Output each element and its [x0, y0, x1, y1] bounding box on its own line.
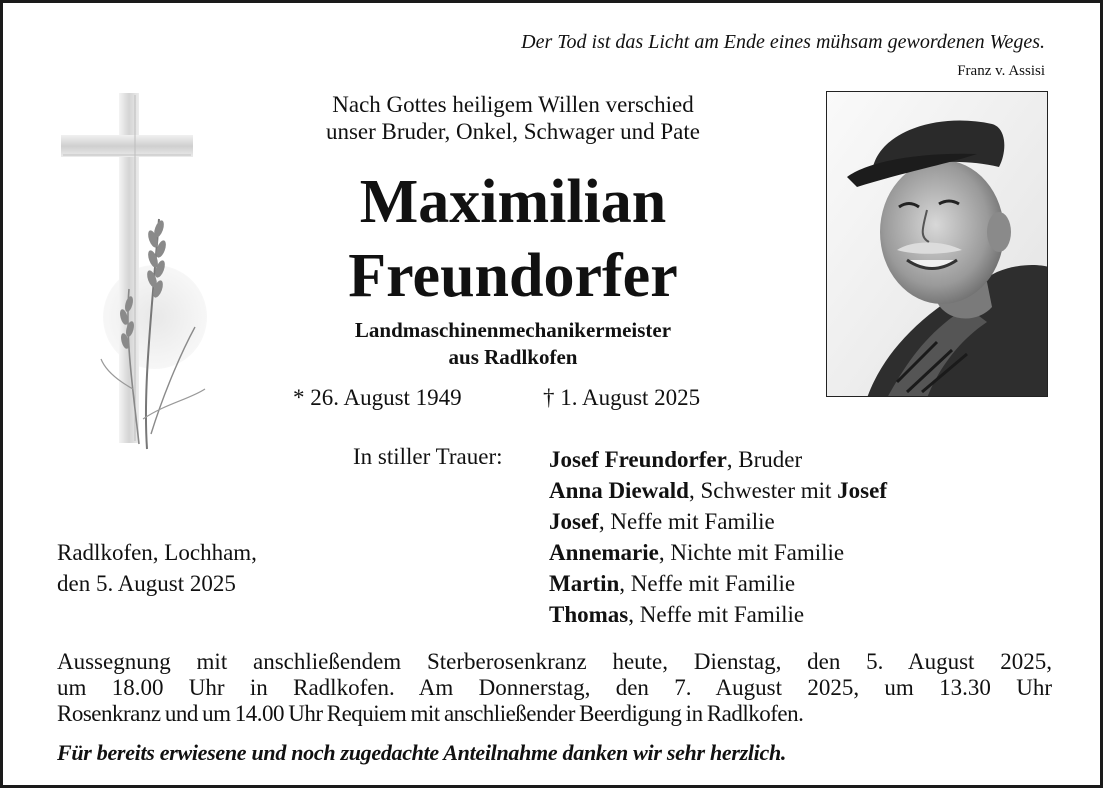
birth-date: * 26. August 1949 — [293, 385, 462, 410]
mourner-entry — [549, 568, 887, 599]
mourner-entry — [549, 475, 887, 506]
intro-text — [253, 91, 773, 145]
portrait-photo — [826, 91, 1048, 397]
mourning-label: In stiller Trauer: — [353, 444, 503, 469]
service-line-3: Rosenkranz und um 14.00 Uhr Requiem mit anschließender Beerdigung in Radlkofen. — [57, 701, 804, 726]
mourner-relation: , Neffe mit Familie — [619, 571, 796, 596]
last-name: Freundorfer — [348, 242, 678, 310]
profession: Landmaschinenmechanikermeister — [354, 318, 672, 342]
mourner-entry — [549, 444, 887, 475]
place-date — [57, 537, 257, 599]
first-name: Maximilian — [359, 168, 667, 236]
deceased-name — [253, 165, 773, 313]
mourner-extra-name: Josef — [837, 478, 887, 503]
profession-block — [253, 317, 773, 371]
service-info — [57, 649, 1052, 727]
place-line-2: den 5. August 2025 — [57, 571, 236, 596]
motto-author: Franz v. Assisi — [957, 63, 1045, 79]
thanks-text: Für bereits erwiesene und noch zugedachte Anteilnahme danken wir sehr herzlich. — [57, 740, 787, 765]
cross-with-wheat-icon — [55, 89, 215, 454]
mourner-entry — [549, 599, 887, 630]
mourners-list — [549, 444, 887, 630]
mourner-name: Annemarie — [549, 540, 659, 565]
mourner-entry — [549, 537, 887, 568]
mourner-relation: , Neffe mit Familie — [628, 602, 805, 627]
service-line-2: um 18.00 Uhr in Radlkofen. Am Donnerstag, den 7. August 2025, um 13.30 Uhr — [57, 675, 1052, 700]
origin: aus Radlkofen — [448, 345, 578, 369]
intro-line-2: unser Bruder, Onkel, Schwager und Pate — [325, 119, 700, 144]
mourner-relation: , Bruder — [726, 447, 803, 472]
motto-quote: Der Tod ist das Licht am Ende eines mühsam gewordenen Weges. — [521, 31, 1045, 53]
mourner-name: Josef Freundorfer — [549, 447, 727, 472]
intro-line-1: Nach Gottes heiligem Willen verschied — [332, 92, 694, 117]
mourner-name: Thomas — [549, 602, 629, 627]
mourner-name: Martin — [549, 571, 620, 596]
mourner-entry — [549, 506, 887, 537]
mourner-relation: , Nichte mit Familie — [658, 540, 845, 565]
mourner-relation: , Neffe mit Familie — [598, 509, 775, 534]
mourner-name: Anna Diewald — [549, 478, 689, 503]
mourner-relation: , Schwester mit — [688, 478, 838, 503]
place-line-1: Radlkofen, Lochham, — [57, 540, 257, 565]
service-line-1: Aussegnung mit anschließendem Sterberosenkranz heute, Dienstag, den 5. August 2025, — [57, 649, 1052, 674]
mourner-name: Josef — [549, 509, 599, 534]
death-date: † 1. August 2025 — [543, 385, 701, 410]
